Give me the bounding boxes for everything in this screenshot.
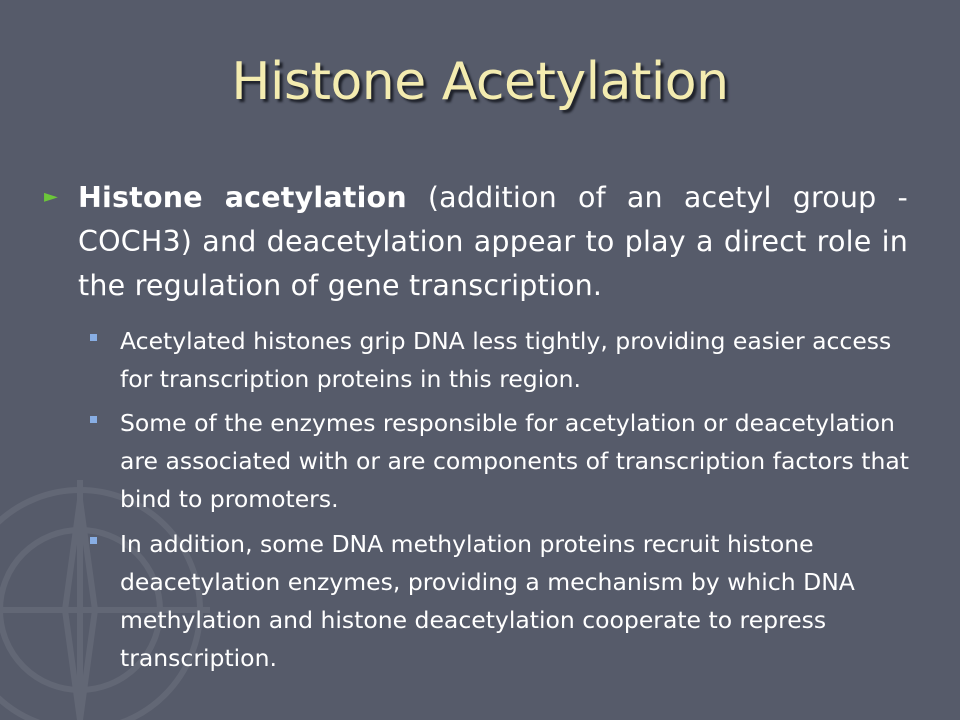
sub-bullet-text: Some of the enzymes responsible for acetylation or deacetylation are associated with or are components of transcription factors that bind to promoters. — [120, 409, 909, 513]
main-bullet-bold: Histone acetylation — [78, 181, 407, 214]
sub-bullet-text: In addition, some DNA methylation proteins recruit histone deacetylation enzymes, providing a mechanism by which DNA methylation and histone deacetylation cooperate to repress transcription. — [120, 530, 855, 672]
square-bullet-icon — [90, 334, 97, 341]
square-bullet-icon — [90, 416, 97, 423]
arrow-bullet-icon: ► — [44, 186, 58, 207]
main-bullet-rest: (addition of an acetyl group -COCH3) and deacetylation appear to play a direct role in the regulation of gene transcription. — [78, 181, 908, 302]
sub-bullet-text: Acetylated histones grip DNA less tightly, providing easier access for transcription proteins in this region. — [120, 327, 892, 393]
square-bullet-icon — [90, 537, 97, 544]
main-bullet-text — [78, 176, 908, 308]
slide-title: Histone Acetylation — [231, 52, 729, 112]
